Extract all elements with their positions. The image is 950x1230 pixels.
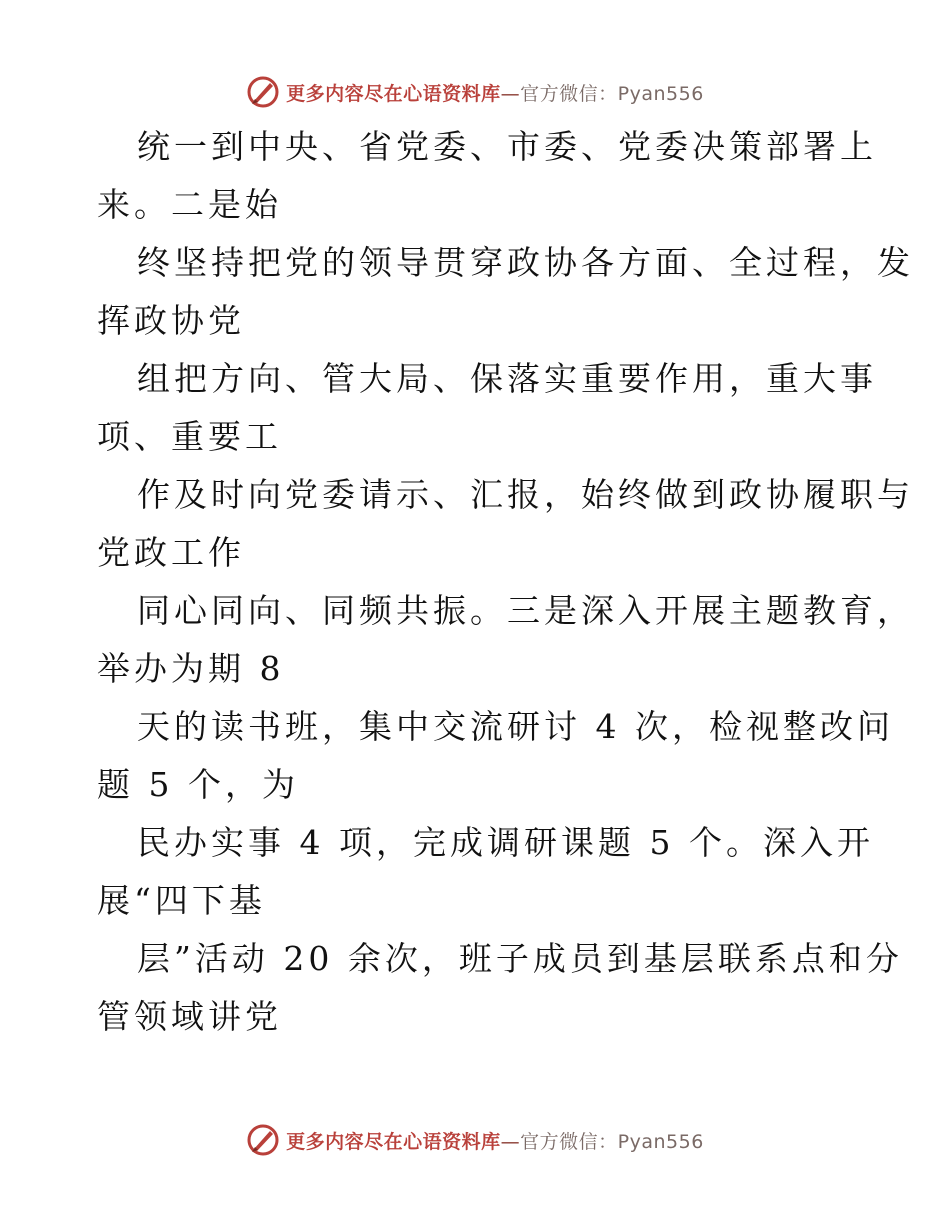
document-body bbox=[97, 118, 914, 1046]
footer-banner-text bbox=[286, 1127, 704, 1154]
body-line: 党政工作 bbox=[97, 533, 245, 572]
footer-banner bbox=[0, 1120, 950, 1160]
quill-logo-icon bbox=[246, 1123, 280, 1157]
header-banner-text bbox=[286, 79, 704, 106]
banner-brand-text: 更多内容尽在心语资料库 bbox=[286, 1130, 501, 1153]
body-line: 组把方向、管大局、保落实重要作用，重大事 bbox=[137, 359, 877, 398]
body-line: 终坚持把党的领导贯穿政协各方面、全过程，发 bbox=[137, 243, 914, 282]
quill-logo-icon bbox=[246, 75, 280, 109]
body-line: 管领域讲党 bbox=[97, 997, 282, 1036]
body-line: 天的读书班，集中交流研讨 4 次，检视整改问 bbox=[137, 707, 894, 746]
banner-wechat-text: 官方微信：Pyan556 bbox=[520, 1130, 704, 1153]
banner-wechat-text: 官方微信：Pyan556 bbox=[520, 82, 704, 105]
body-line: 层”活动 20 余次，班子成员到基层联系点和分 bbox=[137, 939, 903, 978]
banner-dash: — bbox=[500, 82, 521, 105]
body-line: 同心同向、同频共振。三是深入开展主题教育， bbox=[137, 591, 914, 630]
body-line: 挥政协党 bbox=[97, 301, 245, 340]
body-line: 举办为期 8 bbox=[97, 649, 285, 688]
body-line: 题 5 个，为 bbox=[97, 765, 299, 804]
body-line: 项、重要工 bbox=[97, 417, 282, 456]
body-line: 来。二是始 bbox=[97, 185, 282, 224]
body-line: 民办实事 4 项，完成调研课题 5 个。深入开 bbox=[137, 823, 874, 862]
body-line: 统一到中央、省党委、市委、党委决策部署上 bbox=[137, 127, 877, 166]
banner-brand-text: 更多内容尽在心语资料库 bbox=[286, 82, 501, 105]
body-line: 作及时向党委请示、汇报，始终做到政协履职与 bbox=[137, 475, 914, 514]
header-banner bbox=[0, 72, 950, 112]
banner-dash: — bbox=[500, 1130, 521, 1153]
body-line: 展“四下基 bbox=[97, 881, 266, 920]
